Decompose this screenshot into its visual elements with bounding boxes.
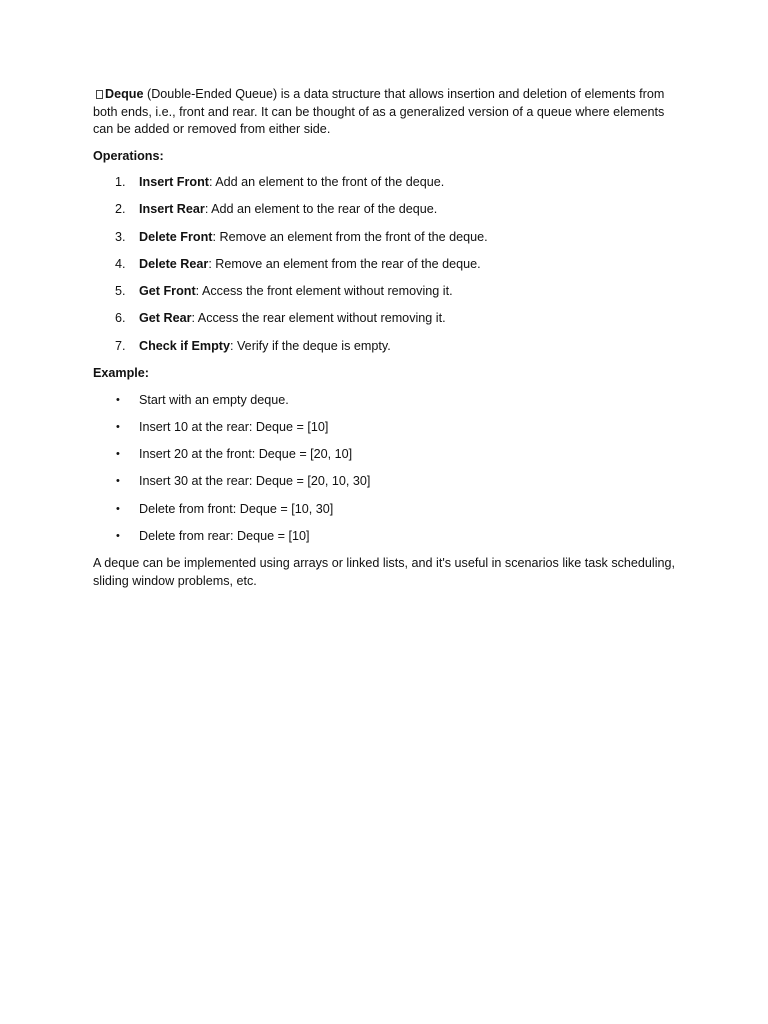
list-item xyxy=(93,283,683,301)
operation-desc: : Access the front element without removing it. xyxy=(195,284,453,299)
operation-term: Delete Rear xyxy=(139,256,209,271)
operation-desc: : Verify if the deque is empty. xyxy=(229,338,391,353)
bullet-icon: • xyxy=(116,530,120,543)
list-item xyxy=(93,528,683,546)
operation-term: Check if Empty xyxy=(139,338,230,353)
operations-heading: Operations: xyxy=(93,148,164,163)
list-item xyxy=(93,310,683,328)
example-step: Delete from rear: Deque = [10] xyxy=(139,529,310,544)
list-item xyxy=(93,229,683,247)
bullet-icon: • xyxy=(116,475,120,488)
list-item xyxy=(93,446,683,464)
list-number: 7. xyxy=(115,338,126,353)
example-step: Delete from front: Deque = [10, 30] xyxy=(139,501,334,516)
example-step: Start with an empty deque. xyxy=(139,392,289,407)
list-item xyxy=(93,473,683,491)
operation-term: Get Rear xyxy=(139,311,192,326)
list-number: 3. xyxy=(115,229,126,244)
list-item xyxy=(93,174,683,192)
operation-desc: : Add an element to the front of the deque. xyxy=(208,175,445,189)
bullet-icon: • xyxy=(116,448,120,461)
operation-desc: : Access the rear element without removing it. xyxy=(191,311,446,326)
list-item xyxy=(93,338,683,356)
example-step: Insert 20 at the front: Deque = [20, 10] xyxy=(139,447,353,462)
list-item xyxy=(93,256,683,274)
operation-desc: : Add an element to the rear of the deque. xyxy=(204,202,438,217)
list-number: 6. xyxy=(115,311,126,326)
bullet-icon: • xyxy=(116,420,120,433)
operation-term: Insert Front xyxy=(139,175,209,189)
example-heading: Example: xyxy=(93,366,149,381)
operation-desc: : Remove an element from the rear of the deque. xyxy=(208,256,481,271)
bullet-icon: • xyxy=(116,502,120,515)
list-number: 2. xyxy=(115,202,126,217)
list-number: 1. xyxy=(115,175,126,189)
example-step: Insert 10 at the rear: Deque = [10] xyxy=(139,419,329,434)
list-item xyxy=(93,501,683,519)
list-item xyxy=(93,201,683,219)
operations-list xyxy=(93,174,683,355)
document-page xyxy=(93,86,683,590)
operation-term: Insert Rear xyxy=(139,202,205,217)
intro-term: Deque xyxy=(105,87,144,101)
missing-glyph-icon xyxy=(96,90,103,99)
operation-term: Delete Front xyxy=(139,229,213,244)
example-step: Insert 30 at the rear: Deque = [20, 10, 30] xyxy=(139,474,371,489)
list-number: 5. xyxy=(115,284,126,299)
example-list xyxy=(93,392,683,546)
operation-desc: : Remove an element from the front of the deque. xyxy=(212,229,488,244)
intro-text: (Double-Ended Queue) is a data structure that allows insertion and deletion of elements from both ends, i.e., front and rear. It can be thought of as a generalized version of a queue where elements can be added or removed from either side. xyxy=(93,87,665,136)
closing-paragraph: A deque can be implemented using arrays or linked lists, and it's useful in scenarios like task scheduling, sliding window problems, etc. xyxy=(93,556,676,588)
bullet-icon: • xyxy=(116,393,120,406)
list-item xyxy=(93,419,683,437)
intro-paragraph xyxy=(93,86,683,139)
operation-term: Get Front xyxy=(139,284,196,299)
list-item xyxy=(93,392,683,410)
list-number: 4. xyxy=(115,256,126,271)
